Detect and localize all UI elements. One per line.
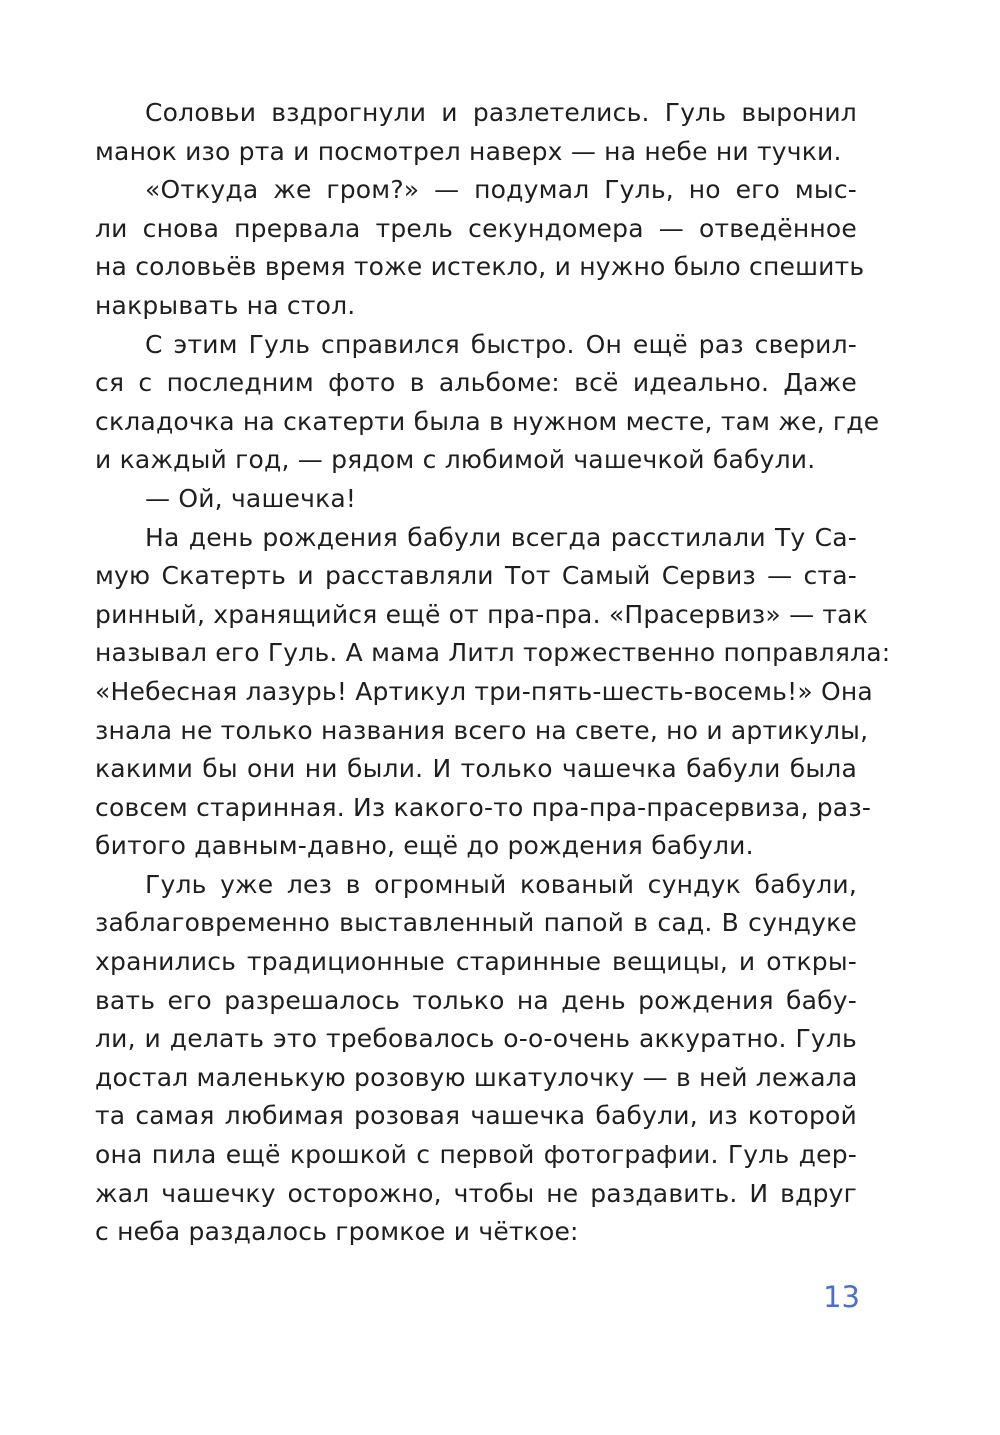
text-line: С этим Гуль справился быстро. Он ещё раз сверил- [145,329,857,359]
text-line: ся с последним фото в альбоме: всё идеально. Даже [95,368,857,398]
text-line: она пила ещё крошкой с первой фотографии. Гуль дер- [95,1140,857,1170]
text-line: заблаговременно выставленный папой в сад. В сундуке [95,908,857,938]
text-line: хранились традиционные старинные вещицы, и откры- [95,947,857,977]
text-line: манок изо рта и посмотрел наверх — на небе ни тучки. [95,136,842,166]
text-line: с неба раздалось громкое и чёткое: [95,1217,579,1247]
paragraph [95,326,880,480]
text-line: — Ой, чашечка! [145,483,357,513]
text-line: складочка на скатерти была в нужном месте, там же, где [95,406,880,436]
text-line: какими бы они ни были. И только чашечка бабули была [95,754,857,784]
paragraph [95,866,857,1252]
text-line: Гуль уже лез в огромный кованый сундук бабули, [145,869,857,899]
text-line: мую Скатерть и расставляли Тот Самый Сервиз — ста- [95,561,857,591]
text-line: называл его Гуль. А мама Литл торжественно поправляла: [95,638,891,668]
text-line: и каждый год, — рядом с любимой чашечкой бабули. [95,445,816,475]
text-line: достал маленькую розовую шкатулочку — в ней лежала [95,1062,858,1092]
paragraph [95,519,891,866]
text-line: Соловьи вздрогнули и разлетелись. Гуль выронил [145,98,857,127]
text-line: ринный, хранящийся ещё от пра-пра. «Прасервиз» — так [95,599,868,629]
text-line: ли снова прервала трель секундомера — отведённое [95,213,857,243]
paragraph [95,171,865,325]
text-line: На день рождения бабули всегда расстилали Ту Са- [145,522,857,552]
text-line: «Небесная лазурь! Артикул три-пять-шесть-восемь!» Она [95,676,873,706]
text-line: ли, и делать это требовалось о-о-очень аккуратно. Гуль [95,1024,857,1054]
text-line: вать его разрешалось только на день рождения бабу- [95,985,857,1015]
text-line: та самая любимая розовая чашечка бабули, из которой [95,1101,857,1131]
text-line: совсем старинная. Из какого-то пра-пра-прасервиза, раз- [95,792,872,822]
text-line: «Откуда же гром?» — подумал Гуль, но его мыс- [145,175,857,205]
page-number: 13 [823,1280,860,1314]
text-line: знала не только названия всего на свете, но и артикулы, [95,715,869,745]
text-line: накрывать на стол. [95,290,356,320]
text-line: на соловьёв время тоже истекло, и нужно было спешить [95,252,865,282]
paragraph [95,94,857,171]
text-line: битого давным-давно, ещё до рождения бабули. [95,831,754,861]
book-page-text [95,94,891,1252]
text-line: жал чашечку осторожно, чтобы не раздавить. И вдруг [95,1178,857,1208]
paragraph [95,480,857,519]
